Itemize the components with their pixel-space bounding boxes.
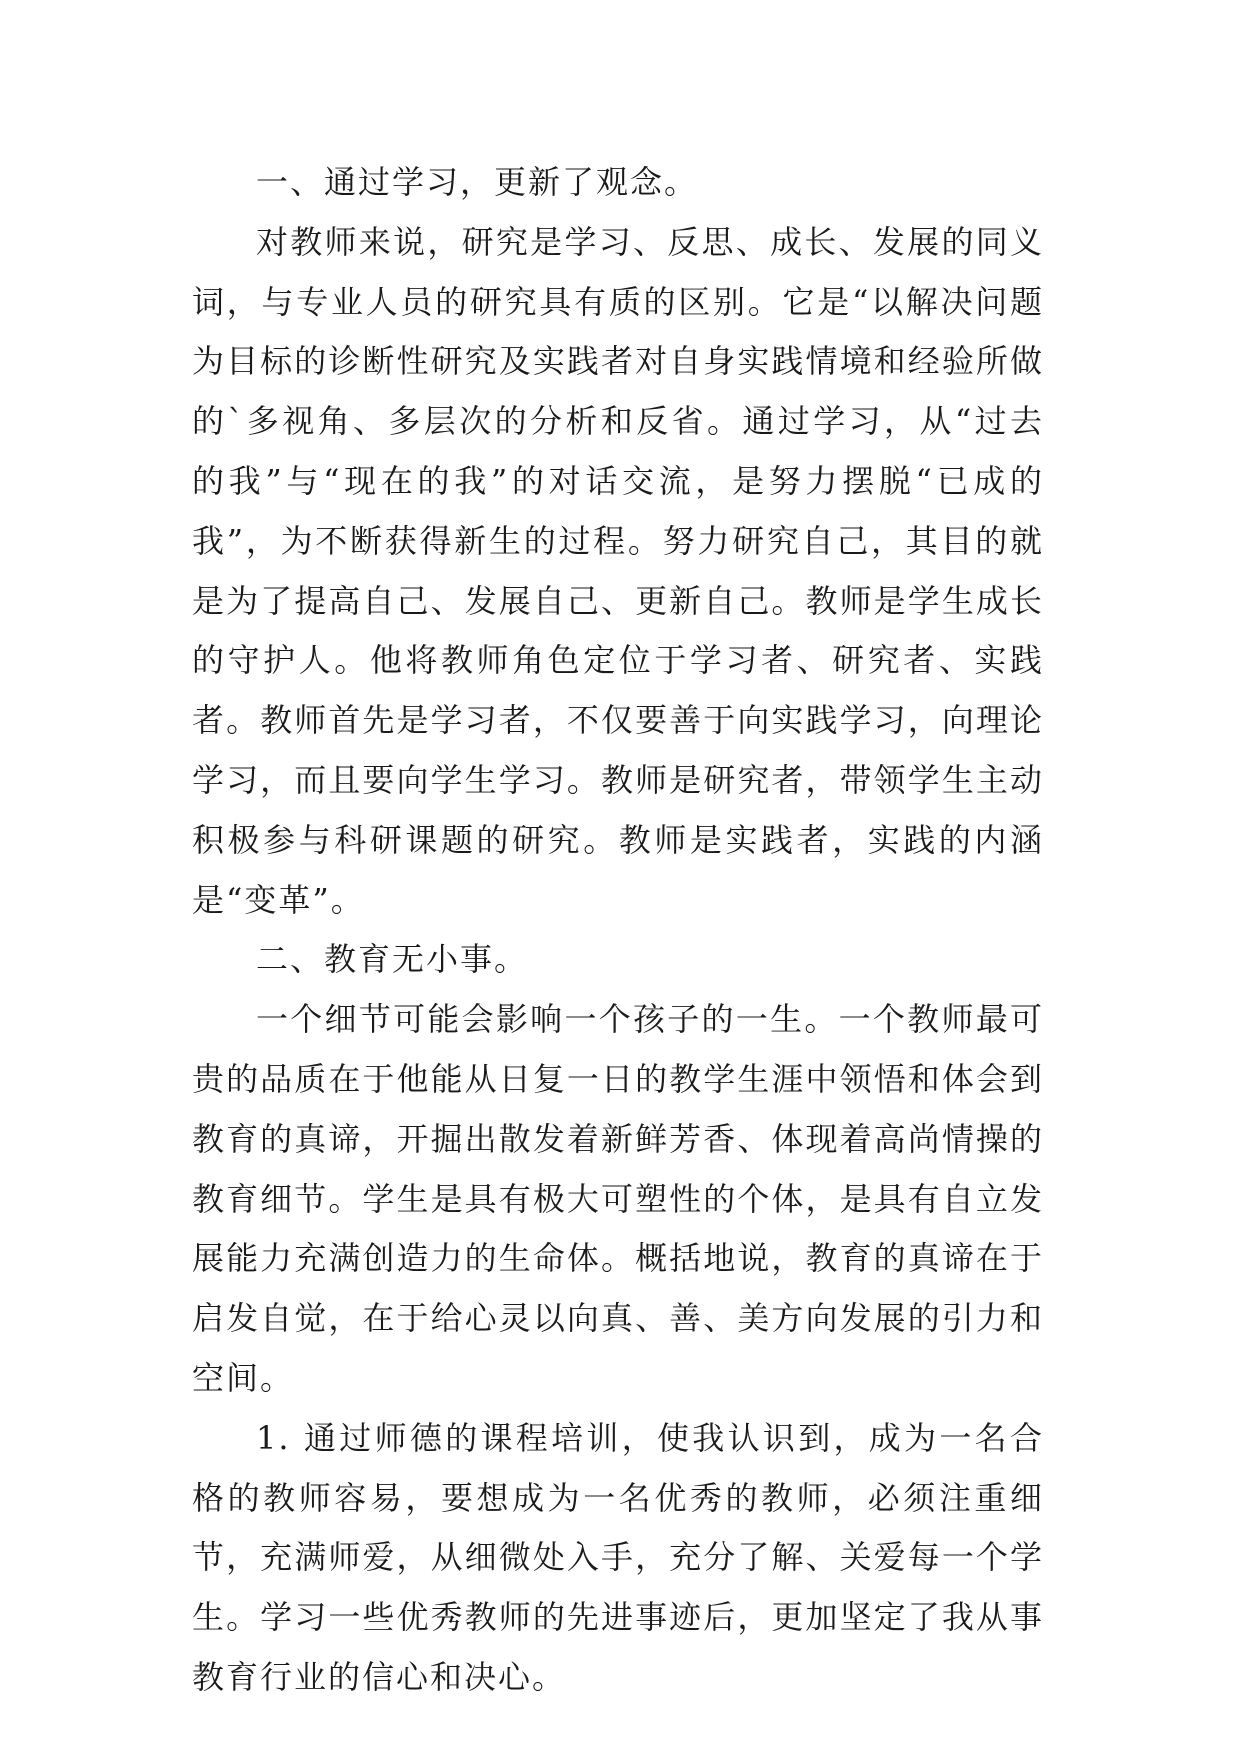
document-page bbox=[192, 153, 1044, 1708]
section-1-paragraph-1: 对教师来说，研究是学习、反思、成长、发展的同义词，与专业人员的研究具有质的区别。它是“以解决问题为目标的诊断性研究及实践者对自身实践情境和经验所做的`多视角、多层次的分析和反省。通过学习，从“过去的我”与“现在的我”的对话交流，是努力摆脱“已成的我”，为不断获得新生的过程。努力研究自己，其目的就是为了提高自己、发展自己、更新自己。教师是学生成长的守护人。他将教师角色定位于学习者、研究者、实践者。教师首先是学习者，不仅要善于向实践学习，向理论学习，而且要向学生学习。教师是研究者，带领学生主动积极参与科研课题的研究。教师是实践者，实践的内涵是“变革”。 bbox=[192, 222, 1044, 919]
section-2-paragraph-1: 一个细节可能会影响一个孩子的一生。一个教师最可贵的品质在于他能从日复一日的教学生涯中领悟和体会到教育的真谛，开掘出散发着新鲜芳香、体现着高尚情操的教育细节。学生是具有极大可塑性的个体，是具有自立发展能力充满创造力的生命体。概括地说，教育的真谛在于启发自觉，在于给心灵以向真、善、美方向发展的引力和空间。 bbox=[192, 1000, 1044, 1397]
section-heading-2: 二、教育无小事。 bbox=[256, 940, 529, 979]
section-heading-1: 一、通过学习，更新了观念。 bbox=[256, 163, 699, 201]
section-2-paragraph-2: 1. 通过师德的课程培训，使我认识到，成为一名合格的教师容易，要想成为一名优秀的教师，必须注重细节，充满师爱，从细微处入手，充分了解、关爱每一个学生。学习一些优秀教师的先进事迹后，更加坚定了我从事教育行业的信心和决心。 bbox=[192, 1418, 1044, 1696]
